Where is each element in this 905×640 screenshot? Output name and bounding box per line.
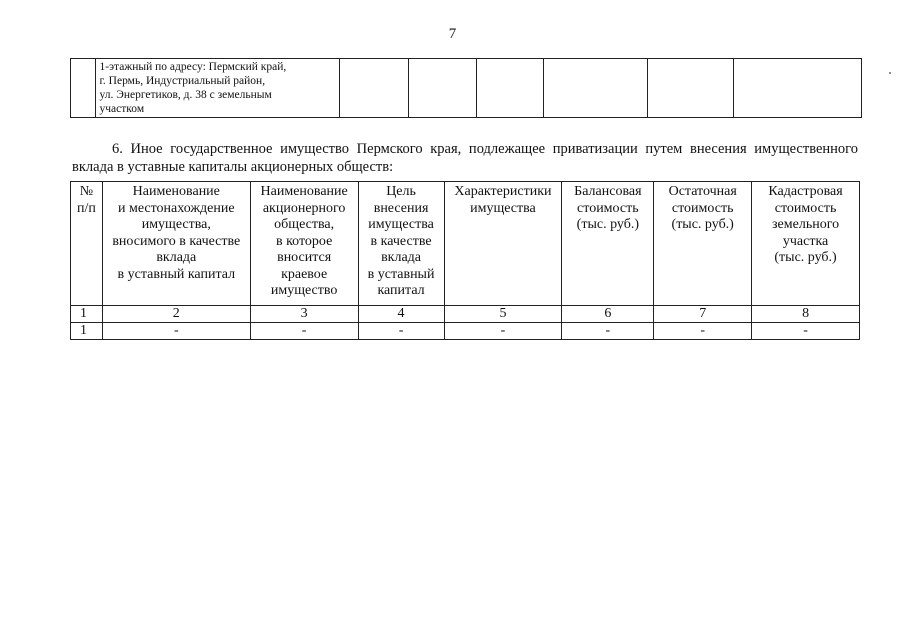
table-cell: - — [250, 323, 358, 340]
page-number: 7 — [448, 26, 457, 42]
column-number: 6 — [562, 306, 654, 323]
table-header-row — [71, 182, 860, 306]
address-line: г. Пермь, Индустриальный район, — [99, 75, 266, 87]
header-cell-characteristics: Характеристики имущества — [444, 182, 562, 306]
header-cell-name-location: Наименование и местонахождение имущества, вносимого в качестве вклада в уставный капитал — [102, 182, 250, 306]
column-number-row — [71, 306, 860, 323]
property-table — [70, 181, 860, 340]
address-line: ул. Энергетиков, д. 38 с земельным — [99, 89, 272, 101]
column-number: 3 — [250, 306, 358, 323]
continued-table — [70, 58, 862, 118]
column-number: 1 — [71, 306, 103, 323]
table-row — [71, 323, 860, 340]
column-number: 2 — [102, 306, 250, 323]
table-cell — [733, 59, 861, 118]
table-cell: - — [562, 323, 654, 340]
table-cell — [544, 59, 648, 118]
header-cell-purpose: Цель внесения имущества в качестве вклада в уставный капитал — [358, 182, 444, 306]
header-cell-number: № п/п — [71, 182, 103, 306]
table-row — [71, 59, 862, 118]
address-cell — [95, 59, 339, 118]
table-cell: - — [654, 323, 752, 340]
table-cell: - — [444, 323, 562, 340]
scan-mark — [889, 72, 891, 74]
table-cell: - — [358, 323, 444, 340]
header-cell-residual-value: Остаточная стоимость (тыс. руб.) — [654, 182, 752, 306]
column-number: 8 — [752, 306, 860, 323]
column-number: 5 — [444, 306, 562, 323]
address-line: участком — [99, 103, 145, 115]
table-cell — [339, 59, 409, 118]
table-cell — [71, 59, 96, 118]
section-paragraph: 6. Иное государственное имущество Пермского края, подлежащее приватизации путем внесения имущественного вклада в уставные капиталы акционерных обществ: — [72, 141, 858, 175]
column-number: 7 — [654, 306, 752, 323]
column-number: 4 — [358, 306, 444, 323]
header-cell-book-value: Балансовая стоимость (тыс. руб.) — [562, 182, 654, 306]
table-cell — [476, 59, 544, 118]
header-cell-company: Наименование акционерного общества, в которое вносится краевое имущество — [250, 182, 358, 306]
table-cell: - — [752, 323, 860, 340]
table-cell: - — [102, 323, 250, 340]
header-cell-cadastral-value: Кадастровая стоимость земельного участка (тыс. руб.) — [752, 182, 860, 306]
table-cell — [648, 59, 733, 118]
table-cell — [409, 59, 477, 118]
table-cell: 1 — [71, 323, 103, 340]
address-line: 1-этажный по адресу: Пермский край, — [99, 61, 287, 73]
